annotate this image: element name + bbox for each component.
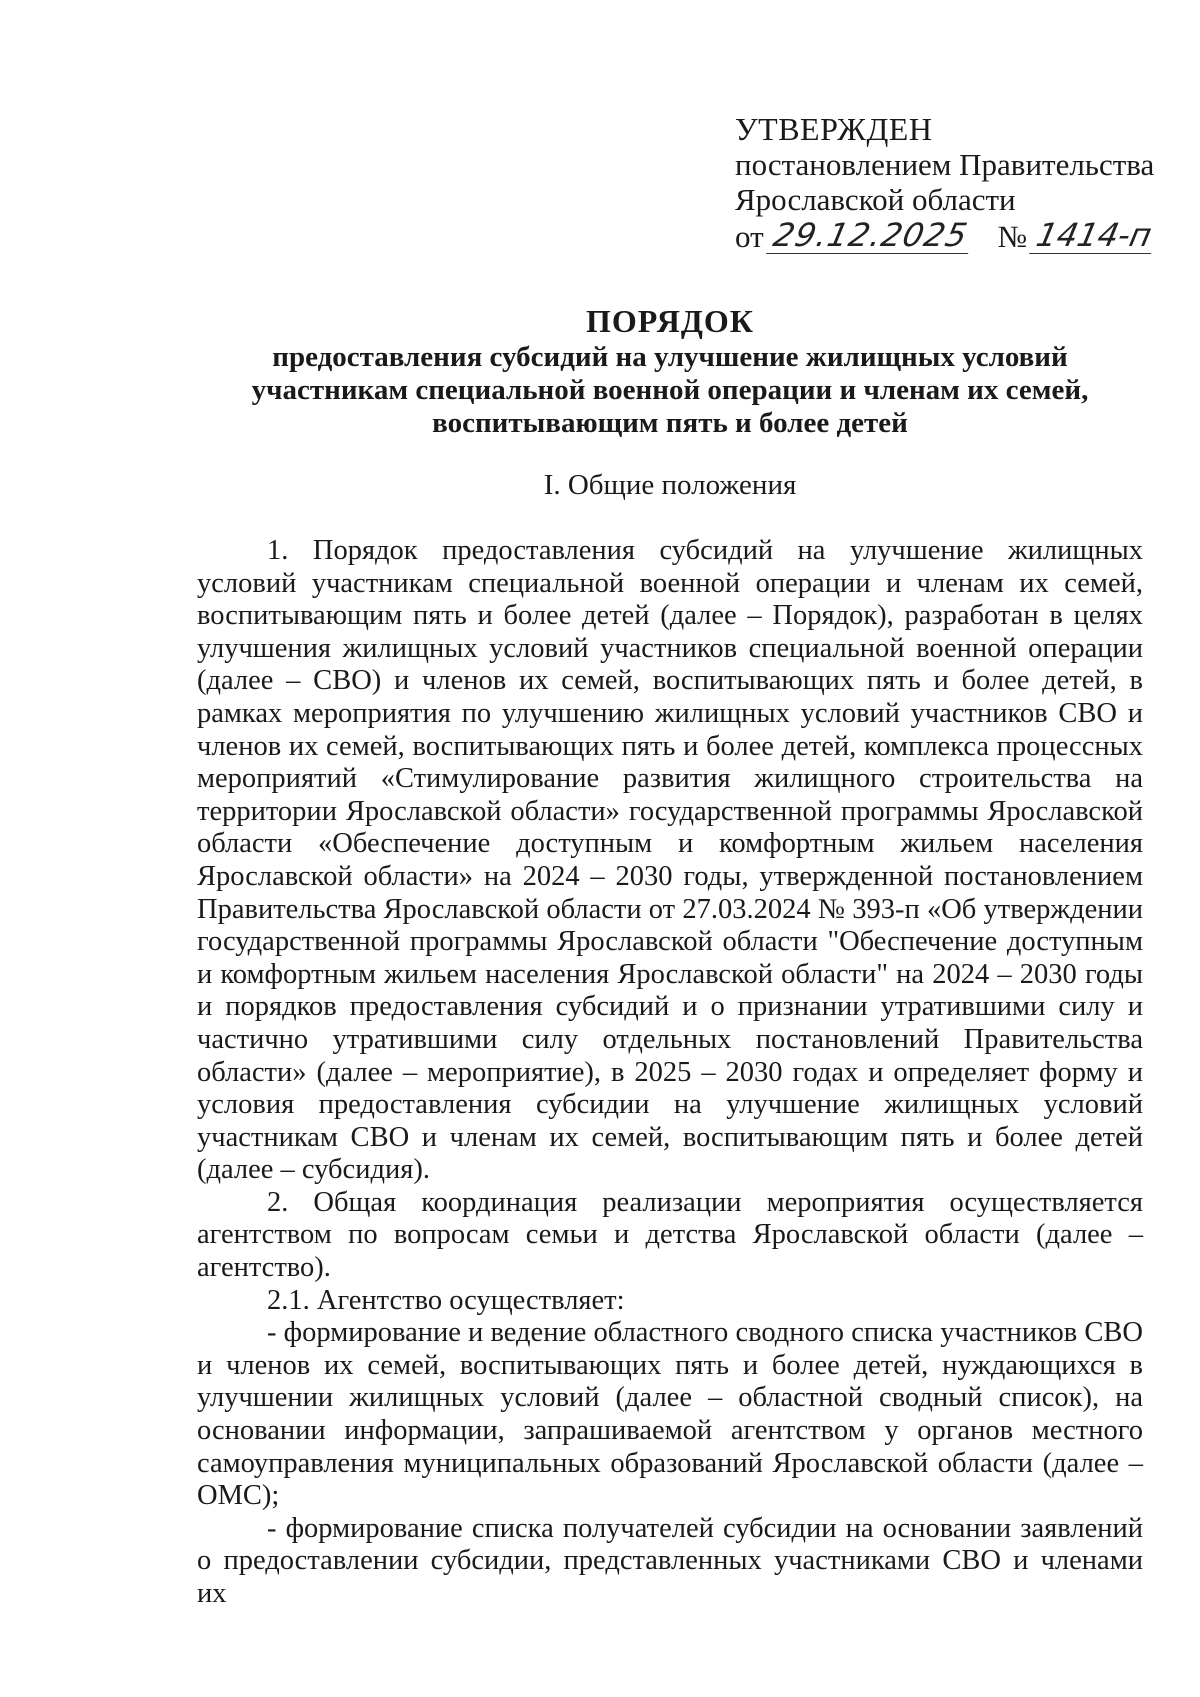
handwritten-date: 29.12.2025 [766, 217, 976, 254]
list-item-1: - формирование и ведение областного сводного списка участников СВО и членов их семей, воспитывающих пять и более детей, нуждающихся в улучшении жилищных условий (далее – областной сводный список), на основании информации, запрашиваемой агентством у органов местного самоуправления муниципальных образований Ярославской области (далее – ОМС); [197, 1317, 1143, 1512]
title-subtitle-line-3: воспитывающим пять и более детей [432, 407, 908, 439]
section-title: I. Общие положения [543, 469, 797, 501]
title-subtitle-line-2: участникам специальной военной операции и членам их семей, [251, 374, 1089, 406]
list-item-2: - формирование списка получателей субсидии на основании заявлений о предоставлении субсидии, представленных участниками СВО и членами их [197, 1512, 1143, 1609]
approval-block [735, 112, 1155, 254]
paragraph-1: 1. Порядок предоставления субсидий на улучшение жилищных условий участникам специальной военной операции и членам их семей, воспитывающим пять и более детей (далее – Порядок), разработан в целях улучшения жилищных условий участников специальной военной операции (далее – СВО) и членов их семей, воспитывающих пять и более детей, в рамках мероприятия по улучшению жилищных условий участников СВО и членов их семей, воспитывающих пять и более детей, комплекса процессных мероприятий «Стимулирование развития жилищного строительства на территории Ярославской области» государственной программы Ярославской области «Обеспечение доступным и комфортным жильем населения Ярославской области» на 2024 – 2030 годы, утвержденной постановлением Правительства Ярославской области от 27.03.2024 № 393-п «Об утверждении государственной программы Ярославской области "Обеспечение доступным и комфортным жильем населения Ярославской области" на 2024 – 2030 годы и порядков предоставления субсидий и о признании утратившими силу и частично утратившими силу отдельных постановлений Правительства области» (далее – мероприятие), в 2025 – 2030 годах и определяет форму и условия предоставления субсидии на улучшение жилищных условий участникам СВО и членам их семей, воспитывающим пять и более детей (далее – субсидия). [197, 535, 1143, 1186]
approval-heading: УТВЕРЖДЕН [735, 111, 933, 147]
paragraph-2-1: 2.1. Агентство осуществляет: [267, 1284, 625, 1316]
title-subtitle-line-1: предоставления субсидий на улучшение жилищных условий [272, 341, 1068, 373]
number-prefix: № [997, 219, 1028, 254]
date-prefix: от [735, 219, 764, 254]
approval-line-1: постановлением Правительства [735, 147, 1155, 182]
paragraph-2: 2. Общая координация реализации мероприятия осуществляется агентством по вопросам семьи и детства Ярославской области (далее – агентство). [197, 1186, 1143, 1284]
handwritten-number: 1414-п [1029, 217, 1159, 254]
approval-date-line [735, 217, 1155, 254]
body-text [197, 535, 1143, 1611]
approval-line-2: Ярославской области [735, 182, 1016, 217]
document-title [160, 303, 1180, 440]
title-main: ПОРЯДОК [586, 303, 754, 339]
